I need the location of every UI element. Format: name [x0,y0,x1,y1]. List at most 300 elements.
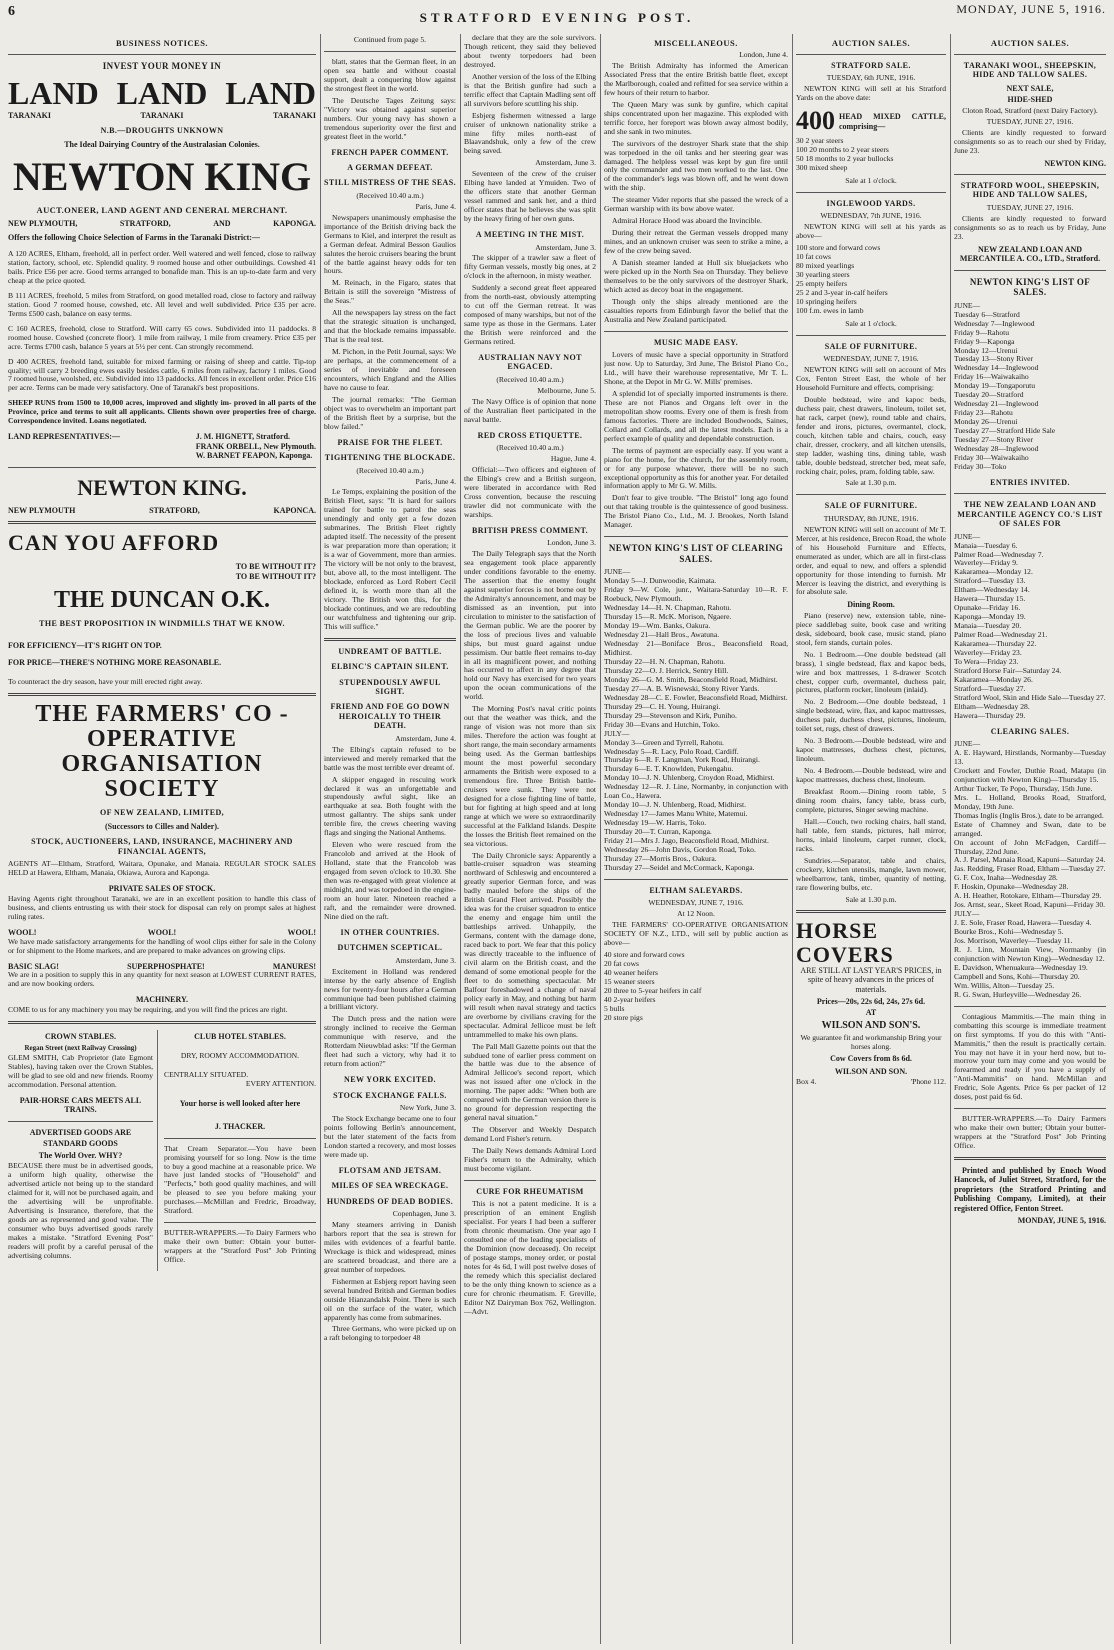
business-notices-header: BUSINESS NOTICES. [115,38,209,48]
next-sale: NEXT SALE, [1006,83,1054,93]
list-item: Thursday 29—C. H. Young, Huirangi. [604,701,721,711]
sale-time: Sale at 1 o'clock. [845,318,897,328]
dateline: Amsterdam, June 3. [535,158,596,168]
headline: CURE FOR RHEUMATISM [476,1186,584,1196]
list-item: Friday 30—Toko [954,461,1007,471]
list-item: Stratford Wool, Skin and Hide Sale—Tuesday 27. [954,692,1106,702]
dateline: Hague, June 4. [550,454,596,464]
list-item: Stratford Horse Fair—Saturday 24. [954,665,1062,675]
headline: BRITISH PRESS COMMENT. [471,525,588,535]
list-item: Wednesday 12—R. J. Line, Normanby, in conjunction with Loan Co., Hawera. [604,782,788,801]
paragraph: The Morning Post's naval critic points out that the weather was thick, and the range of vision was not more than six miles. Therefore the action was fought at short range, the main secondary armaments being used. As the German battleships mount the most powerful secondary armaments the British were exposed to a tremendous fire. Three British battle-cruisers were sunk. They were not designed for a close fighting line of battle, but for fighting at high speed and at long range at which we were so extraordinarily successful at the Falkland Islands. Despite the losses the British fleet remained on the sea victorious. [464,704,596,848]
list-item: Friday 30—Waiwakaiho [954,452,1029,462]
list-item: Manaia—Tuesday 6. [954,540,1018,550]
list-item: Wednesday 19—W. Harris, Toko. [604,818,707,828]
list-item: Friday 30—Evans and Hutchin, Toko. [604,719,720,729]
list-item: Wm. Willis, Alton—Tuesday 25. [954,980,1055,990]
clearing-list-july [954,919,1106,1000]
list-item: Palmer Road—Wednesday 7. [954,549,1044,559]
received: (Received 10.40 a.m.) [496,443,564,453]
farm-listing: A 120 ACRES, Eltham, freehold, all in perfect order. Well watered and well fenced, close to railway station, factory, school, etc. Splendid quality. 9 roomed house and other outbuildings. Cowshed 41 bails. Price £56 per acre. Good terms arranged to bonafide man. This is an up-to-date farm and very cheap at the price quoted. [8,249,316,285]
paragraph: Though only the ships already mentioned are the casualties reports from Edinburgh favor the belief that the Australia and New Zealand participated. [604,296,788,324]
butter-wrappers: BUTTER-WRAPPERS.—To Dairy Farmers who make their own butter: Obtain your butter-wrappers at the "Stratford Post" Job Printing Office. [164,1228,316,1265]
sale-title: SALE OF FURNITURE. [824,341,918,351]
list-item: Friday 21—Mrs J. Jago, Beaconsfield Road, Midhirst. [604,836,769,846]
list-item: Wednesday 21—Inglewood [954,399,1039,409]
war-news-column-2 [464,34,596,1644]
phone-number: 'Phone 112. [910,1077,946,1087]
list-item: 30 2 year steers [796,135,844,145]
paragraph: The terms of payment are especially easy. If you want a piano for the home, for the church, for the assembly room, or for any purpose whatever, there will be no such exceptional opportunity as this for another year. For detailed information apply to Mr G. W. Mills. [604,445,788,491]
list-item: Monday 10—J. N. Uhlenberg, Croydon Road, Midhirst. [604,773,775,783]
paragraph: No. 3 Bedroom.—Double bedstead, wire and kapoc mattresses, duchess chest, pictures, linoleum. [796,736,946,764]
wilson-and-sons: WILSON AND SON'S. [821,1019,921,1031]
sale-date: TUESDAY, 6th JUNE, 1916. [826,73,916,83]
list-title: THE NEW ZEALAND LOAN AND MERCANTILE AGENCY CO.'S LIST OF SALES FOR [957,500,1103,529]
dateline: Amsterdam, June 3. [395,955,456,965]
divider [324,638,456,641]
club-owner: J. THACKER. [214,1122,266,1132]
paragraph: All the newspapers lay stress on the fact that the strategic situation is unchanged, and that the blockade remains impassable. That is the real test. [324,308,456,345]
box-number: Box 4. [796,1077,817,1087]
horse-covers-body: ARE STILL AT LAST YEAR'S PRICES, in spite of heavy advances in the prices of materials. [800,965,942,994]
machinery: MACHINERY. [135,995,189,1005]
paragraph: The British Admiralty has informed the American Associated Press that the entire British battle fleet, except the Marlborough, coaled and refitted for sea service within a few hours of their return to harbor. [604,60,788,97]
land-representatives [8,432,316,460]
column-rule [792,34,793,1644]
taranaki-word: TARANAKI [8,110,51,120]
list-item: Thursday 6—E. T. Knowlden, Pukengahu. [604,764,734,774]
paragraph: The Daily Telegraph says that the North sea engagement took place apparently under conditions favorable to the enemy. The assertion that the enemy fought against superior forces is not borne out by the Admiralty's announcement, and may be dismissed as an invention, put into circulation to minister to the satisfaction of the German public. We are the poorer by the loss of precious lives and valuable ships, but must guard against undue pessimism. Our battle fleet remains to-day in all its magnificent power, and nothing has occurred to affect in any degree that hold our Navy has exercised for two years upon the ocean communications of the world. [464,549,596,702]
list-item: 100 20 months to 2 year steers [796,144,889,154]
paragraph: Contagious Mammitis.—The main thing in combatting this scourge is immediate treatment on first symptoms. If you do this with "Anti-Mammitis," then the result is practically certain. You may not have it in your herd now, but to-morrow your turn may come and you would be forearmed and ready if you have a supply of "Anti-Mammitis" on hand. McMillan and Fredric, Sole Agents. Price 6s per packet of 12 doses, post paid 6s 6d. [954,1011,1106,1102]
list-item: Monday 26—G. M. Smith, Beaconsfield Road, Midhirst. [604,674,778,684]
sale-title: SALE OF FURNITURE. [824,501,918,511]
list-item: A. E. Hayward, Hirstlands, Normanby—Tuesday 13. [954,748,1106,766]
issue-date: MONDAY, JUNE 5, 1916. [956,2,1106,16]
private-sales: PRIVATE SALES OF STOCK. [108,884,216,894]
paragraph: Don't fear to give trouble. "The Bristol" long ago found out that taking trouble is the quintessence of good business. The Bristol Piano Co., Ltd., M. J. Brookes, North Island Manager. [604,493,788,530]
list-item: Hawera—Thursday 29. [954,710,1026,720]
farm-listing: D 400 ACRES, freehold land, suitable for mixed farming or raising of sheep and cattle. Tip-top quality; will carry 2 breeding ewes easily besides cattle, 6 miles from railway, factory 1 miles. Good 7 roomed house, woolshed, etc. Subdivided into 13 paddocks. All fences in excellent order. Price £16 per acre. Terms can be made very satisfactory. One of Taranaki's best propositions. [8,356,316,393]
paragraph: Official:—Two officers and eighteen of the Elbing's crew and a British surgeon, were liberated in accordance with Red Cross convention, because the rescuing trawler did not communicate with the warships. [464,464,596,519]
cream-separator: That Cream Separator.—You have been promising yourself for so long. Now is the time to buy a good machine at a reasonable price. We have just landed stocks of "Household" and "Perfects," both good quality machines, and will be pleased to see you before making your purchases.—McMillan and Fredric, Broadway, Stratford. [164,1143,316,1216]
paragraph: Suddenly a second great fleet appeared from the north-east, obviously attempting to cut off the German retreat. It was composed of many warships, but not of the same type as those in the Germans. Later the British were reinforced and the Germans retired. [464,283,596,347]
month-label: JULY— [604,728,630,738]
paragraph: The Elbing's captain refused to be interviewed and merely remarked that the battle was the most terrible ever dreamt of. [324,744,456,772]
town: NEW PLYMOUTH, [8,219,78,229]
headline: PRAISE FOR THE FLEET. [337,437,443,447]
clearing-list-june [604,577,788,729]
sale-date: TUESDAY, JUNE 27, 1916. [986,202,1074,212]
subheadline: A GERMAN DEFEAT. [347,162,433,172]
subheadline: FRIEND AND FOE GO DOWN HEROICALLY TO THEIR DEATH. [330,702,450,731]
list-item: F. Hoskin, Opunake—Wednesday 28. [954,882,1069,892]
list-item: 20 store pigs [604,1012,643,1022]
list-item: Monday 26—Urenui [954,417,1018,427]
subheadline: STUPENDOUSLY AWFUL SIGHT. [339,677,441,697]
list-item: 25 2 and 3-year in-calf heifers [796,287,888,297]
received: (Received 10.40 a.m.) [356,465,424,475]
list-item: Waverley—Friday 23. [954,648,1022,657]
paragraph: No. 1 Bedroom.—One double bedstead (all brass), 1 single bedstead, flax and kapoc beds, wire and box mattresses, 1 8-drawer Scotch chest, copper curb, overmantel, duchess pair, pictures, platform rocker, linoleum (inlaid). [796,649,946,695]
club-central: CENTRALLY SITUATED. [164,1069,249,1079]
list-item: A. J. Parsel, Manaia Road, Kapuni—Saturday 24. [954,855,1106,865]
club-horse: Your horse is well looked after here [179,1098,301,1108]
divider [8,1121,153,1122]
auction-sales-column [796,34,946,1644]
miscellaneous-column [604,34,788,1644]
headline: NEW YORK EXCITED. [344,1075,436,1085]
paragraph: Admiral Horace Hood was aboard the Invincible. [612,216,762,226]
paragraph: During their retreat the German vessels dropped many mines, and an unknown cruiser was seen to strike a mine, a few of the crew being saved. [604,228,788,256]
crown-title: CROWN STABLES. [45,1032,116,1042]
list-item: 20 three to 5-year heifers in calf [604,985,702,995]
sale-date: WEDNESDAY, 7th JUNE, 1916. [820,211,922,221]
paragraph: The Daily News demands Admiral Lord Fisher's return to the Admiralty, which must become vigilant. [464,1146,596,1173]
list-item: Waverley—Friday 9. [954,558,1018,568]
paragraph: Sundries.—Separator, table and chairs, crockery, kitchen utensils, mangle, lawn mower, wheelbarrow, tank, timber, quantity of netting, rare flowering bulbs, etc. [796,855,946,892]
paragraph: The journal remarks: "The German object was to overwhelm an important part of the British fleet by a surprise, but the blow failed." [324,394,456,431]
towns-row [8,219,316,228]
auction-sales-column-2 [954,34,1106,1644]
list-item: Campbell and Sons, Kohi—Thursday 20. [954,971,1080,981]
dateline: London, June 4. [739,50,788,60]
list-item: Thomas Inglis (Inglis Bros.), date to be arranged. [954,810,1104,820]
paragraph: Clients are kindly requested to forward consignments so as to reach our shed by Friday, June 23. [954,127,1106,155]
dateline: Amsterdam, June 4. [395,733,456,743]
town: STRATFORD, [119,219,171,229]
continued: Continued from page 5. [353,35,427,44]
paragraph: A skipper engaged in rescuing work declared it was an unforgettable and stupendously awful sight, like an earthquake at sea. Both fought with the utmost gallantry. The ships sank under terrible fire, the crews cheering waving flags and singing the National Anthems. [324,774,456,838]
manures: MANURES! [272,961,316,971]
paragraph: Breakfast Room.—Dining room table, 5 dining room chairs, fancy table, brass curb, complete, pictures, Singer sewing machine. [796,787,946,814]
list-item: Manaia—Tuesday 20. [954,621,1022,631]
agents-at: AGENTS AT—Eltham, Stratford, Waitara, Opunake, and Manaia. REGULAR STOCK SALES HELD at Hawera, Eltham, Manaia, Okiawa, Aurora and Kaponga. [8,859,316,878]
divider [8,467,316,468]
month-label: JUNE— [604,567,631,577]
best-proposition: THE BEST PROPOSITION IN WINDMILLS THAT WE KNOW. [39,619,285,629]
sale-date: WEDNESDAY, JUNE 7, 1916. [823,354,919,364]
paragraph: Another version of the loss of the Elbing is that the British gunfire had such a terrific effect that Captain Madling sent off all survivors before scuttling his ship. [464,71,596,108]
invest-heading: INVEST YOUR MONEY IN [102,61,222,72]
paragraph: Hall.—Couch, two rocking chairs, hall stand, hall table, fern stands, pictures, hall mirror, horns, inlaid linoleum, carpet runner, clock, racks. [796,816,946,853]
list-item: Wednesday 14—H. N. Chapman, Rahotu. [604,603,732,613]
divider [796,54,946,55]
headline: A MEETING IN THE MIST. [475,230,585,240]
paragraph: NEWTON KING will sell on account of Mrs Cox, Fenton Street East, the whole of her Household Furniture and effects, comprising: [796,365,946,392]
paragraph: NEWTON KING will sell at his yards as above— [796,222,946,241]
list-item: Wednesday 14—Inglewood [954,363,1039,373]
list-item: 25 empty heifers [796,278,848,288]
paragraph: Lovers of music have a special opportunity in Stratford just now. Up to Saturday, 3rd June, The Bristol Piano Co., Ltd., will have their warehouse representative, Mr T. L. Shone, at the Depot in Mr G. W. Mills' premises. [604,350,788,386]
list-item: Monday 5—J. Dunwoodie, Kaimata. [604,576,717,586]
counteract-line: To counteract the dry season, have your mill erected right away. [8,676,203,686]
list-item: 40 weaner heifers [604,967,658,977]
month-label: JUNE— [954,300,981,310]
list-item: Tuesday 13—Stony River [954,354,1034,364]
list-item: Jas. Redding, Fraser Road, Eltham —Tuesday 27. [954,864,1106,874]
list-item: Wednesday 21—Hall Bros., Awatuna. [604,630,720,640]
rep: FRANK ORBELL, New Plymouth. [195,441,316,451]
paragraph: The survivors of the destroyer Shark state that the ship was torpedoed in the oil tanks and her steering gear was damaged. The helpless vessel was kept by gun fire until only the commander and two men worked to the last. One of the commander's legs was blown off, and he went down with the ship. [604,138,788,193]
list-item: Thursday 27—Morris Bros., Oakura. [604,853,717,863]
paragraph: declare that they are the sole survivors. Though reticent, they said they believed about twenty torpedoers had been destroyed. [464,34,596,69]
eltham-date: WEDNESDAY, JUNE 7, 1916. [648,898,744,908]
nz-limited: OF NEW ZEALAND, LIMITED, [99,808,225,818]
dateline: Amsterdam, June 3. [535,242,596,252]
list-item: Thursday 27—Seidel and McCormack, Kaponga. [604,862,755,872]
sale-list [796,244,946,316]
list-item: Wednesday 7—Inglewood [954,318,1035,328]
headline: RED CROSS ETIQUETTE. [477,430,583,440]
newspaper-title: STRATFORD EVENING POST. [419,10,695,25]
paragraph: The Stock Exchange became one to four points following Berlin's announcement, but the later statement of the facts from London started a recovery, and most losses were made up. [324,1113,456,1159]
clearing-sales-title: NEWTON KING'S LIST OF CLEARING SALES. [608,543,784,564]
headline: UNDREAMT OF BATTLE. [338,646,442,656]
eltham-time: At 12 Noon. [677,909,715,919]
paragraph: The skipper of a trawler saw a fleet of fifty German vessels, mostly big ones, at 2 o'clock in the afternoon, in misty weather. [464,253,596,281]
divider [8,521,316,524]
paragraph: This is not a patent medicine. It is a prescription of an eminent English specialist. For years I had been a sufferer from chronic rheumatism. One year ago I consulted one of the leading specialists of the Dominion (now deceased). On receipt of postage stamps, money order, or postal notes for 4s 6d, I will post twelve doses of the remedy which this specialist declared to be the only thing known to science as a cure for chronic rheumatism. F. Greville, Editor NZ Dairyman Box 762, Wellington.—Advt. [464,1199,596,1316]
divider [954,493,1106,494]
list-item: E. Davidson, Whenuakura—Wednesday 19. [954,962,1088,972]
list-item: Thursday 15—R. McK. Morison, Ngaere. [604,612,732,622]
subheadline: DUTCHMEN SCEPTICAL. [337,943,443,953]
horse-prices: Prices—20s, 22s 6d, 24s, 27s 6d. [816,996,926,1006]
list-item: Kakaramea—Monday 26. [954,674,1033,684]
machinery-body: COME to us for any machinery you may be requiring, and you will find the prices are right. [8,1005,288,1015]
paragraph: blatt, states that the German fleet, in an open sea battle and without coastal support, dealt a conquering blow against the strongest fleet in the world. [324,56,456,93]
list-title: NEWTON KING'S LIST OF SALES. [969,276,1091,298]
list-item: 15 weaner steers [604,976,655,986]
divider [954,270,1106,271]
paragraph: The Navy Office is of opinion that none of the Australian fleet participated in the naval battle. [464,396,596,424]
list-item: 30 yearling steers [796,269,850,279]
clearing-list-june [954,749,1106,910]
clearing-sales: CLEARING SALES. [990,726,1070,736]
divider [164,1138,316,1139]
paragraph: Excitement in Holland was rendered intense by the early absence of English news for twenty-four hours after a German communique had been published claiming a brilliant victory. [324,966,456,1012]
list-item: Eltham—Wednesday 28. [954,701,1030,711]
list-item: A. H. Heather, Rotokare, Eltham—Thursday 29. [954,891,1102,901]
paragraph: Many steamers arriving in Danish harbors report that the sea is strewn for miles with evidences of a fearful battle. Wreckage is thick and widespread, mines are scattered broadcast, and there are a great number of torpedoes. [324,1220,456,1274]
sale-title: STRATFORD SALE. [831,61,911,71]
divider [796,910,946,913]
column-rule [460,34,461,1644]
club-dry: DRY, ROOMY ACCOMMODATION. [180,1050,300,1060]
sale-time: Sale at 1.30 p.m. [845,894,897,904]
list-item: R. J. Linn, Mountain View, Normanby (in conjunction with Newton King)—Wednesday 12. [954,944,1106,963]
sale-title: STRATFORD WOOL, SHEEPSKIN, HIDE AND TALLOW SALES, [960,180,1100,200]
standard: STANDARD GOODS [43,1139,118,1149]
page-number: 6 [8,4,15,19]
paragraph: No. 4 Bedroom.—Double bedstead, wire and kapoc mattresses, duchess chest, linoleum. [796,766,946,785]
town: AND [213,219,231,229]
crown-stables-ad [8,1030,158,1271]
received: (Received 10.40 a.m.) [356,190,424,200]
wool-body: We have made satisfactory arrangements for the handling of wool clips either for sale in the Colony or for shipment to the Home markets, and are prepared to make advances on growing clips. [8,936,316,955]
divider [796,494,946,495]
received: (Received 10.40 a.m.) [496,374,564,384]
list-item: 10 springing heifers [796,296,857,306]
subheadline: STOCK EXCHANGE FALLS. [333,1090,447,1100]
auction-header: AUCTION SALES. [831,38,911,48]
headline: FLOTSAM AND JETSAM. [338,1165,442,1175]
farmers-coop-title: THE FARMERS' CO - OPERATIVE ORGANISATION SOCIETY [35,700,289,803]
at: AT [865,1008,877,1018]
club-hotel-ad [164,1030,316,1271]
list-item: Stratford—Tuesday 13. [954,576,1026,586]
clearing-list-july [604,739,788,873]
list-item: Stratford—Tuesday 27. [954,683,1026,693]
list-item: Thursday 29—Stevenson and Kirk, Puniho. [604,710,737,720]
stables-row [8,1030,316,1271]
list-item: Wednesday 5—R. Lacy, Polo Road, Cardiff. [604,746,739,756]
list-item: Wednesday 26—John Davis, Gordon Road, Toko. [604,845,756,855]
duncan-ok: THE DUNCAN O.K. [53,586,270,613]
paragraph: M. Pichon, in the Petit Journal, says: We are perhaps, at the commencement of a series of inevitable and foreseen encounters, which England and the Allies have no cause to fear. [324,347,456,392]
list-item: R. G. Swan, Hurleyville—Wednesday 26. [954,989,1082,999]
list-item: Thursday 22—O. J. Herrick, Sentry Hill. [604,665,729,675]
list-item: Opunake—Friday 16. [954,603,1021,613]
paragraph: The Dutch press and the nation were strongly inclined to receive the German communique with reserve, and the Rotterdam Nieuwblad asks: "If the German fleet had such a victory, why had it to return from action?" [324,1014,456,1069]
list-item: Tuesday 27—A. B. Wisnewski, Stony River Yards. [604,683,760,693]
taranaki-word: TARANAKI [140,110,184,120]
eltham-saleyards: ELTHAM SALEYARDS. [649,885,743,895]
because-body: BECAUSE there must be in advertised goods, a uniform high quality, otherwise the advertised article not being up to the standard claimed for it, will not be purchased again, and the advertising will be unprofitable. Advertising is Insurance, therefore, that the goods are as represented and good value. The consumer who buys advertised goods rarely makes a mistake. "Stratford Evening Post" readers will profit by a careful perusal of the advertising columns. [8,1161,153,1260]
list-item: Friday 9—W. Cole, junr., Waitara-Saturday 10—R. F. Roebuck, New Plymouth. [604,585,788,604]
divider [954,54,1106,55]
auctioneer-line: AUCT.ONEER, LAND AGENT AND CENERAL MERCHANT. [36,205,288,216]
nz-loan-list [954,542,1106,721]
divider [464,1180,596,1181]
list-item: Friday 9—Rahotu [954,327,1010,337]
list-item: Wednesday 21—Boniface Bros., Beaconsfield Road, Midhirst. [604,639,788,658]
dateline: Melbourne, June 5. [537,385,596,395]
list-item: Thursday 6—R. F. Langman, York Road, Huirangi. [604,755,760,765]
reps-label: LAND REPRESENTATIVES:— [8,432,120,442]
list-item: Kaponga—Monday 19. [954,612,1026,622]
subheadline: HUNDREDS OF DEAD BODIES. [326,1196,454,1206]
rep: J. M. HIGNETT, Stratford. [195,432,291,442]
cow-covers: Cow Covers from 8s 6d. [830,1053,912,1063]
divider [954,1157,1106,1160]
crown-body: GLEM SMITH, Cab Proprietor (late Egmont Stables), having taken over the Crown Stables, will be glad to see old and new friends. Roomy accommodation. Personal attention. [8,1053,153,1089]
sale-list [796,137,946,173]
paragraph: Double bedstead, wire and kapoc beds, duchess pair, chest drawers, linoleum, toilet set, hat rack, carpet (new), round table and chairs, fender and irons, pictures, overmantel, clock, couch, kitchen table and chairs, couch, easy chair, dresser, crockery, and all kitchen utensils, step ladder, washing tins, dining table, wash table, double bedstead, stretcher bed, meat safe, rocking chair, poles, pram, folding table, saw. [796,394,946,476]
town: NEW PLYMOUTH [8,505,76,515]
paragraph: The Observer and Weekly Despatch demand Lord Fisher's return. [464,1125,596,1144]
paragraph: No. 2 Bedroom.—One double bedstead, 1 single bedstead, wire, flax, and kapoc mattresses, duchess pair, duchess chest, pictures, linoleum, toilet set, rugs, chest of drawers. [796,697,946,734]
paragraph: Fishermen at Esbjerg report having seen several hundred British and German bodies outside Hianzandalsk Point. There is such oil on the surface of the water, which apparently has come from submarines. [324,1276,456,1322]
list-item: Monday 19—Wm. Banks, Oakura. [604,621,711,631]
divider [954,1006,1106,1007]
list-item: On account of John McFadgen, Cardiff—Thursday, 22nd June. [954,837,1106,856]
list-item: Thursday 22—H. N. Chapman, Rahotu. [604,657,726,666]
paragraph: Le Temps, explaining the position of the British Fleet, says: "It is hard for sailors trained for battle to patrol the seas unendingly and only get a few dozen submarines. The British Fleet rightly adapted itself. The necessity of the present is war preparation more than operation; it is a war of Government, more than armies. The victory will be not only to the bravest, but, above all, to the most intelligent. The blockade, enforced as Lord Robert Cecil defined it, is worth more than all the victory. The British won this, for the blockade continues, and we are redoubling our watchfulness and tightening our grip. This will suffice." [324,487,456,631]
advertised: ADVERTISED GOODS ARE [29,1127,132,1137]
list-item: Friday 9—Kaponga [954,336,1015,346]
horse-covers-title: HORSE COVERS [796,918,894,967]
manures-body: We are in a position to supply this in any quantity for next season at LOWEST CURRENT RATES, and are now booking orders. [8,970,316,989]
war-news-column [324,34,456,1644]
sale-date: TUESDAY, JUNE 27, 1916. [986,116,1074,126]
paragraph: Clients are kindly requested to forward consignments so as to reach us by Friday, June 23. [954,213,1106,241]
divider [796,335,946,336]
paragraph: The Pall Mall Gazette points out that the subdued tone of earlier press comment on the battle was due to the absence of Admiral Jellicoe's second report, which was not issued after one o'clock in the morning. The paper adds: "When both are compared with the German version there is no ground for depression respecting the general naval situation." [464,1041,596,1123]
list-item: Thursday 20—T. Curran, Kaponga. [604,827,712,837]
afford-heading: CAN YOU AFFORD [8,530,220,556]
taranaki-row [8,111,316,120]
land-word: LAND [225,74,316,111]
sale-time: Sale at 1 o'clock. [845,175,897,185]
dateline: Paris, June 4. [415,201,456,211]
month-label: JULY— [954,909,980,919]
list-item: Kakaramea—Monday 12. [954,567,1033,577]
newton-king-small: NEWTON KING. [77,474,247,500]
list-item: 40 2-year heifers [604,994,656,1004]
list-item: Monday 12—Urenui [954,345,1018,355]
list-item: Tuesday 27—Stratford Hide Sale [954,426,1056,436]
offers-line: Offers the following Choice Selection of Farms in the Taranaki District:— [8,232,260,242]
paragraph: NEWTON KING will sell on account of Mr T. Mercer, at his residence, Brecon Road, the whole of his Household Furniture and Effects, enumerated as under, which are all in first-class order, and equal to new, and offers a splendid opportunity for those intending to furnish. Mr Mercer is leaving the district, and everything is for absolute sale. [796,524,946,597]
column-rule [950,34,951,1644]
private-body: Having Agents right throughout Taranaki, we are in an excellent position to handle this class of business, and clients entrusting us with their stock for disposal can rely on prompt sales at highest ruling rates. [8,894,316,922]
list-item: Wednesday 28—C. E. Fowler, Beaconsfield Road, Midhirst. [604,692,788,702]
list-item: 80 mixed yearlings [796,260,855,270]
list-item: 20 fat cows [604,959,640,969]
sale-date: THURSDAY, 8th JUNE, 1916. [823,513,919,523]
head-cattle [796,106,946,137]
list-item: Tuesday 20—Stratford [954,390,1024,400]
misc-header: MISCELLANEOUS. [654,38,738,48]
towns-row [8,506,316,515]
list-item: J. E. Sole, Fraser Road, Hawera—Tuesday 4. [954,918,1092,928]
wool: WOOL! [8,928,37,938]
imprint-date: MONDAY, JUNE 5, 1916. [1017,1216,1106,1226]
paragraph: Esbjerg fishermen witnessed a large cruiser of unknown nationality strike a mine fifty miles north-east of Blaavandshuk, only a few of the crew being saved. [464,110,596,156]
world-over: The World Over. WHY? [38,1150,123,1160]
sales-list-june [954,311,1106,472]
paragraph: A Danish steamer landed at Hull six bluejackets who were picked up in the North Sea on Thursday. They believe themselves to be the only survivors of the destroyer Shark, which acted as decoy boat in the engagement. [604,258,788,294]
crown-address: Regan Street (next Railway Crossing) [24,1043,137,1052]
list-item: Jos. Morrison, Waverley—Tuesday 11. [954,936,1073,946]
divider [604,331,788,332]
list-item: Wednesday 28—Inglewood [954,444,1039,453]
dateline: London, June 3. [547,538,596,548]
price-line: FOR PRICE—THERE'S NOTHING MORE REASONABLE. [8,658,222,668]
paragraph: The Queen Mary was sunk by gunfire, which capital ships concentrated upon her magazine. This exploded with terrific force, her foreport was blown away almost bodily, and she sank in two minutes. [604,99,788,136]
list-item: Palmer Road—Wednesday 21. [954,630,1048,640]
dateline: New York, June 3. [399,1103,456,1113]
list-item: Jos. Arnst, sear., Skeet Road, Kapuni—Friday 30. [954,900,1106,910]
taranaki-word: TARANAKI [273,110,316,120]
paragraph: NEWTON KING will sell at his Stratford Yards on the above date: [796,84,946,103]
subheadline: MILES OF SEA WRECKAGE. [331,1181,449,1191]
paragraph: THE FARMERS' CO-OPERATIVE ORGANISATION SOCIETY OF N.Z., LTD., will sell by public auction as above— [604,920,788,948]
list-item: Wednesday 17—James Manu White, Matemui. [604,809,748,819]
list-item: 40 store and forward cows [604,950,685,960]
wool: WOOL! [147,928,177,938]
list-item: G. F. Cox, Inaha—Wednesday 28. [954,873,1058,883]
head-label: HEAD MIXED CATTLE, comprising— [839,112,946,131]
without-it: TO BE WITHOUT IT? [235,562,316,572]
head-count: 400 [796,106,835,136]
headline: FRENCH PAPER COMMENT. [331,147,449,157]
divider [8,1021,316,1024]
list-item: Monday 19—Tongaporutu [954,381,1036,391]
